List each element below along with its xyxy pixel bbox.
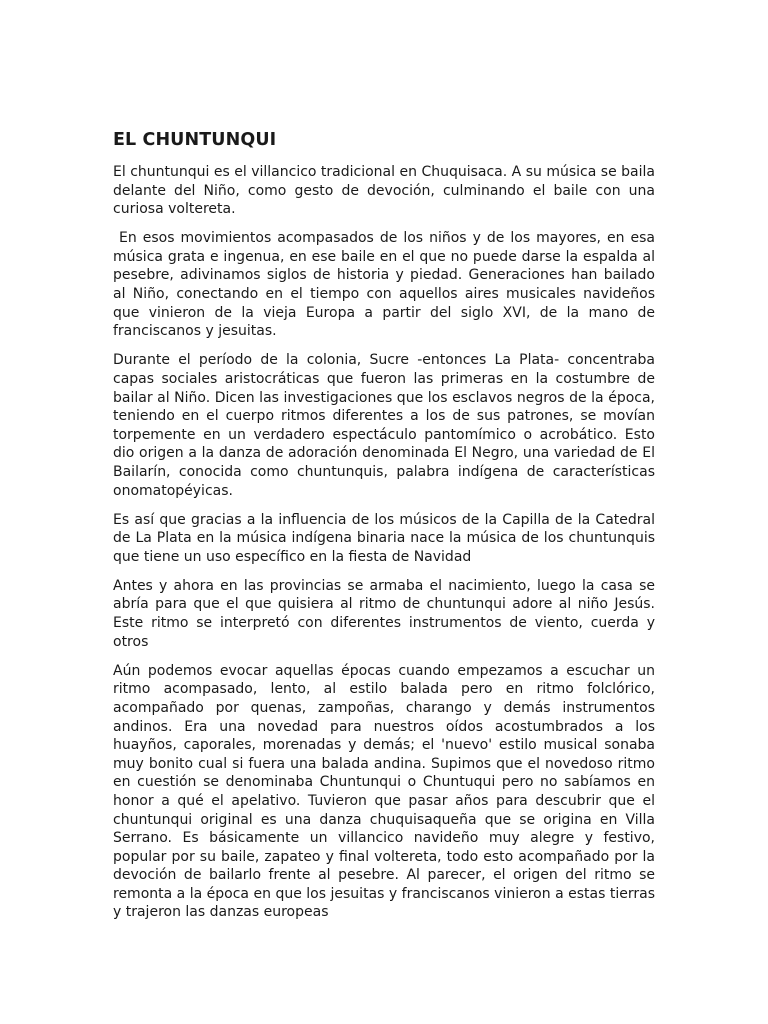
paragraph-colonial-period: Durante el período de la colonia, Sucre -entonces La Plata- concentraba capas sociales aristocráticas que fueron las primeras en la costumbre de bailar al Niño. Dicen las investigaciones que los esclavos negros de la época, teniendo en el cuerpo ritmos diferentes a los de sus patrones, se movían torpemente en un verdadero espectáculo pantomímico o acrobático. Esto dio origen a la danza de adoración denominada El Negro, una variedad de El Bailarín, conocida como chuntunquis, palabra indígena de características onomatopéyicas.	[113, 352, 655, 499]
paragraph-movements: En esos movimientos acompasados de los niños y de los mayores, en esa música grata e ingenua, en ese baile en el que no puede darse la espalda al pesebre, adivinamos siglos de historia y piedad. Generaciones han bailado al Niño, conectando en el tiempo con aquellos aires musicales navideños que vinieron de la vieja Europa a partir del siglo XVI, de la mano de franciscanos y jesuitas.	[113, 230, 655, 340]
document-title: EL CHUNTUNQUI	[113, 130, 277, 150]
paragraph-provinces: Antes y ahora en las provincias se armaba el nacimiento, luego la casa se abría para que el que quisiera al ritmo de chuntunqui adore al niño Jesús. Este ritmo se interpretó con diferentes instrumentos de viento, cuerda y otros	[113, 577, 655, 650]
document-page	[113, 129, 655, 933]
paragraph-evoking-epochs: Aún podemos evocar aquellas épocas cuando empezamos a escuchar un ritmo acompasado, lento, al estilo balada pero en ritmo folclórico, acompañado por quenas, zampoñas, charango y demás instrumentos andinos. Era una novedad para nuestros oídos acostumbrados a los huayños, caporales, morenadas y demás; el 'nuevo' estilo musical sonaba muy bonito cual si fuera una balada andina. Supimos que el novedoso ritmo en cuestión se denominaba Chuntunqui o Chuntuqui pero no sabíamos en honor a qué el apelativo. Tuvieron que pasar años para descubrir que el chuntunqui original es una danza chuquisaqueña que se origina en Villa Serrano. Es básicamente un villancico navideño muy alegre y festivo, popular por su baile, zapateo y final voltereta, todo esto acompañado por la devoción de bailarlo frente al pesebre. Al parecer, el origen del ritmo se remonta a la época en que los jesuitas y franciscanos vinieron a estas tierras y trajeron las danzas europeas	[113, 662, 655, 921]
paragraph-intro: El chuntunqui es el villancico tradicional en Chuquisaca. A su música se baila delante del Niño, como gesto de devoción, culminando el baile con una curiosa voltereta.	[113, 164, 655, 218]
paragraph-cathedral-influence: Es así que gracias a la influencia de los músicos de la Capilla de la Catedral de La Plata en la música indígena binaria nace la música de los chuntunquis que tiene un uso específico en la fiesta de Navidad	[113, 511, 655, 565]
